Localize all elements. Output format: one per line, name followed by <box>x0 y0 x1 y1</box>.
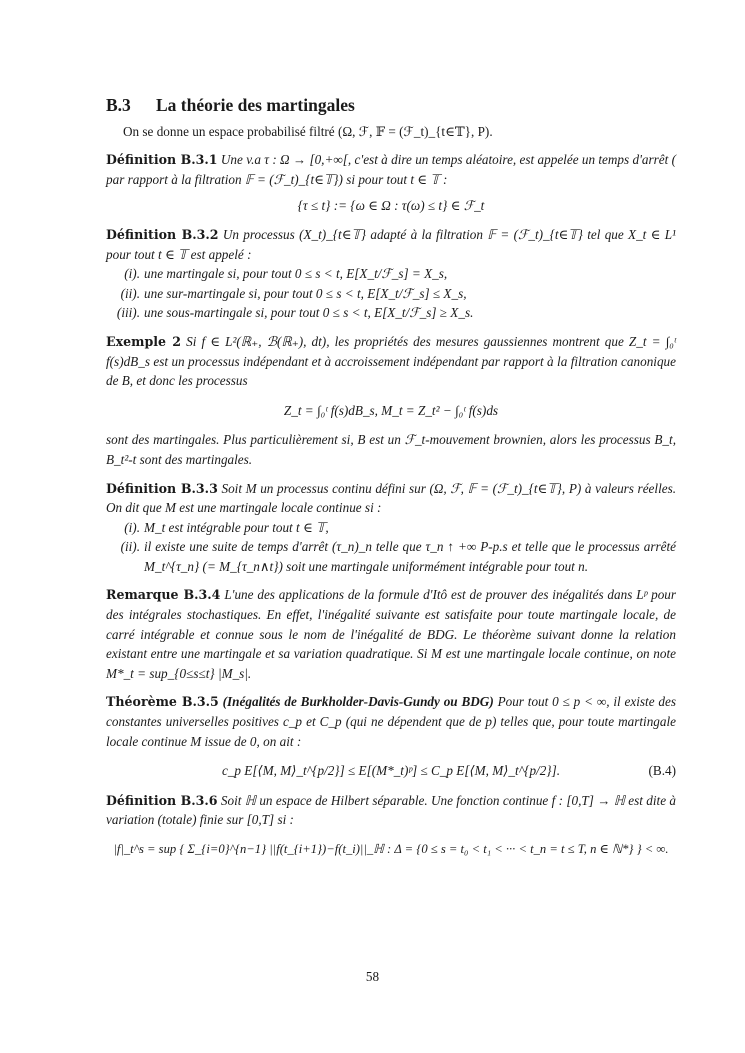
martingale-processes-equation: Z_t = ∫₀ᵗ f(s)dB_s, M_t = Z_t² − ∫₀ᵗ f(s)ds <box>283 402 499 418</box>
section-heading <box>106 96 676 116</box>
theorem-label: Théorème B.3.5 <box>106 694 219 710</box>
list-item <box>106 303 676 323</box>
list-item-text: une sur-martingale si, pour tout 0 ≤ s < t, E[X_t/ℱ_s] ≤ X_s, <box>144 285 467 301</box>
definition-label: Définition B.3.2 <box>106 226 219 242</box>
definition-text: Un processus (X_t)_{t∈𝕋} adapté à la filtration 𝔽 = (ℱ_t)_{t∈𝕋} tel que X_t ∈ L¹ pour tout t ∈ 𝕋 est appelé : <box>106 226 676 262</box>
list-item-text: une martingale si, pour tout 0 ≤ s < t, E[X_t/ℱ_s] = X_s, <box>144 266 448 282</box>
page-body <box>106 96 676 870</box>
section-title: La théorie des martingales <box>156 95 355 115</box>
list-item <box>106 264 676 284</box>
definition-label: Définition B.3.1 <box>106 152 218 168</box>
example-conclusion: sont des martingales. Plus particulièrement si, B est un ℱ_t-mouvement brownien, alors les processus B_t, B_t²-t sont des martingales. <box>106 432 676 467</box>
definition-label: Définition B.3.6 <box>106 792 218 808</box>
section-number: B.3 <box>106 95 131 115</box>
definition-b-3-6 <box>106 791 676 830</box>
equation-number: (B.4) <box>648 763 676 779</box>
remark-b-3-4 <box>106 585 676 683</box>
martingale-types-list <box>106 264 676 323</box>
intro-paragraph: On se donne un espace probabilisé filtré (Ω, ℱ, 𝔽 = (ℱ_t)_{t∈𝕋}, P). <box>123 123 493 139</box>
remark-text: L'une des applications de la formule d'Itô est de prouver des inégalités dans Lᵖ pour des intégrales stochastiques. En effet, l'inégalité suivante est satisfaite pour toute martingale locale, de carré intégrable et connue sous le nom de l'inégalité de BDG. Le théorème suivant donne la relation existant entre une martingale et sa variation quadratique. Si M est une martingale locale continue, on note M*_t = sup_{0≤s≤t} |M_s|. <box>106 587 677 681</box>
definition-text: Soit M un processus continu défini sur (Ω, ℱ, 𝔽 = (ℱ_t)_{t∈𝕋}, P) à valeurs réelles. On dit que M est une martingale locale continue si : <box>106 480 677 516</box>
theorem-title: (Inégalités de Burkholder-Davis-Gundy ou BDG) <box>222 694 494 710</box>
bdg-equation: c_p E[⟨M, M⟩_t^{p/2}] ≤ E[(M*_t)ᵖ] ≤ C_p E[⟨M, M⟩_t^{p/2}]. <box>221 763 561 779</box>
list-item-text: M_t est intégrable pour tout t ∈ 𝕋, <box>144 519 329 535</box>
list-item-text: une sous-martingale si, pour tout 0 ≤ s < t, E[X_t/ℱ_s] ≥ X_s. <box>144 305 474 321</box>
definition-text: Soit ℍ un espace de Hilbert séparable. Une fonction continue f : [0,T] → ℍ est dite à variation (totale) finie sur [0,T] si : <box>106 792 676 828</box>
example-text: Si f ∈ L²(ℝ₊, ℬ(ℝ₊), dt), les propriétés des mesures gaussiennes montrent que Z_t = ∫₀ᵗ f(s)dB_s est un processus indépendant et à accroissement indépendant par rapport à la filtration canonique de B, et donc les processus <box>106 333 677 389</box>
list-item-label: (ii). <box>120 539 140 555</box>
list-item <box>106 537 676 576</box>
page-number: 58 <box>365 969 380 984</box>
example-label: Exemple 2 <box>106 333 182 349</box>
list-item-text: il existe une suite de temps d'arrêt (τ_n)_n telle que τ_n ↑ +∞ P-p.s et telle que le processus arrêté M_t^{τ_n} (= M_{τ_n∧t}) soit une martingale uniformément intégrable pour tout n. <box>144 539 676 574</box>
definition-b-3-1 <box>106 150 676 189</box>
definition-text: Une v.a τ : Ω → [0,+∞[, c'est à dire un temps aléatoire, est appelée un temps d'arrêt ( par rapport à la filtration 𝔽 = (ℱ_t)_{t∈𝕋}) si pour tout t ∈ 𝕋 : <box>106 152 677 187</box>
list-item-label: (iii). <box>116 305 140 321</box>
list-item-label: (ii). <box>120 285 140 301</box>
definition-label: Définition B.3.3 <box>106 480 218 496</box>
local-martingale-conditions <box>106 518 676 577</box>
definition-b-3-3 <box>106 479 676 518</box>
bdg-inequality <box>106 761 676 781</box>
remark-label: Remarque B.3.4 <box>106 587 221 603</box>
example-2 <box>106 332 676 391</box>
list-item <box>106 518 676 538</box>
theorem-text: Pour tout 0 ≤ p < ∞, il existe des constantes universelles positives c_p et C_p (qui ne dépendent que de p) telles que, pour toute martingale locale continue M issue de 0, on ait : <box>106 694 676 749</box>
theorem-b-3-5 <box>106 692 676 751</box>
list-item-label: (i). <box>124 266 140 282</box>
stopping-time-equation: {τ ≤ t} := {ω ∈ Ω : τ(ω) ≤ t} ∈ ℱ_t <box>297 198 485 214</box>
list-item-label: (i). <box>124 519 140 535</box>
total-variation-equation: |f|_t^s = sup { Σ_{i=0}^{n−1} ||f(t_{i+1})−f(t_i)||_ℍ : Δ = {0 ≤ s = t₀ < t₁ < ··· < t_n = t ≤ T, n ∈ ℕ*} } < ∞. <box>113 842 669 856</box>
definition-b-3-2 <box>106 225 676 264</box>
list-item <box>106 284 676 304</box>
